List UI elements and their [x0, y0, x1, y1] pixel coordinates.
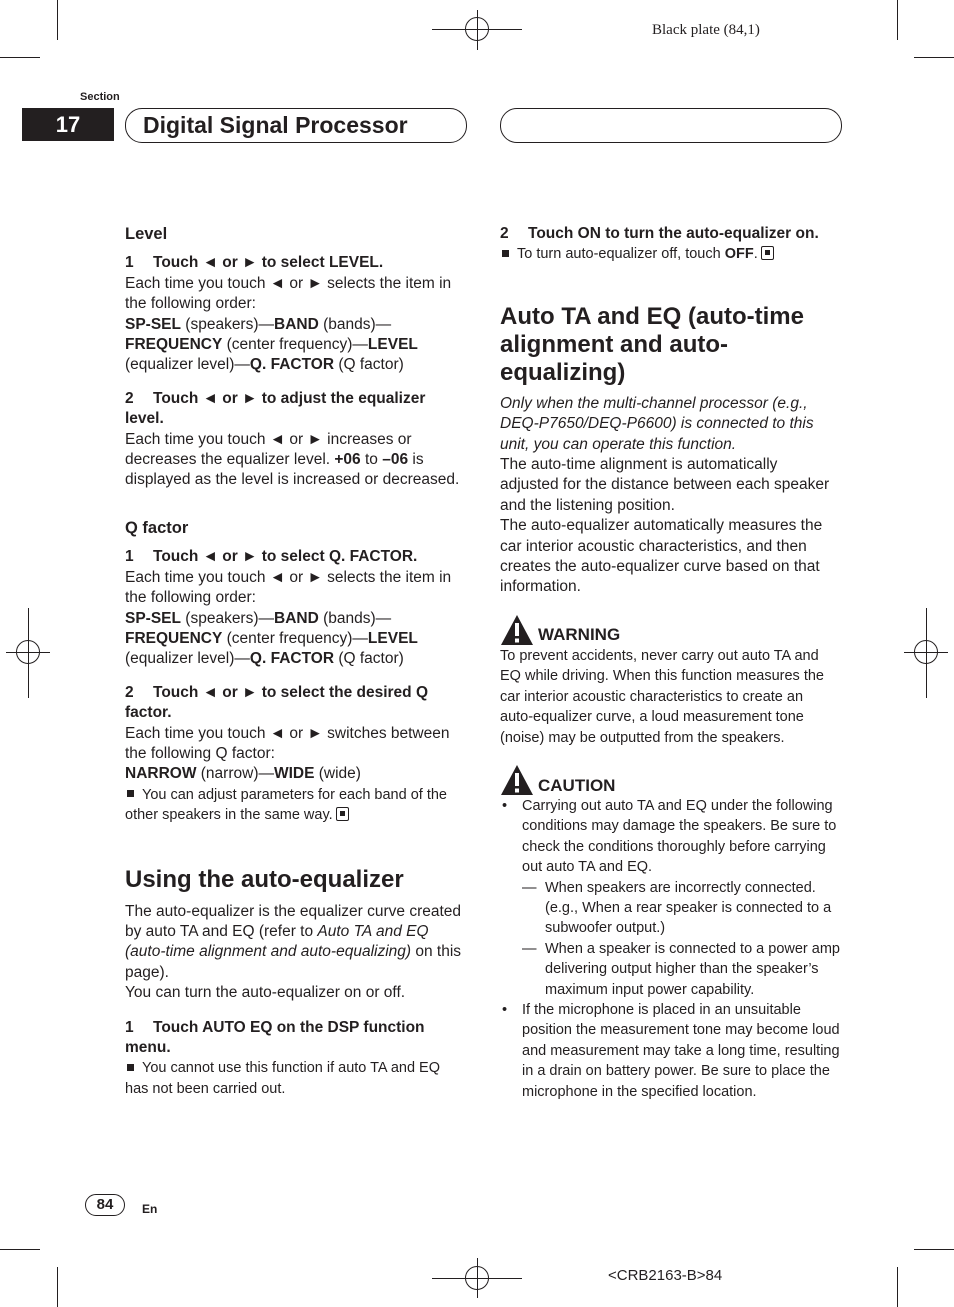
warning-triangle-icon [500, 614, 534, 646]
crop-mark [897, 0, 898, 40]
level-step-1-body: Each time you touch ◄ or ► selects the item in the following order: [125, 274, 452, 313]
qfactor-step-2-body: Each time you touch ◄ or ► switches between the following Q factor: [125, 724, 450, 762]
level-step-2-body: Each time you touch ◄ or ► increases or decreases the equalizer level. +06 to –06 is displayed as the level is increased or decreased. [125, 430, 460, 489]
autoeq-body: The auto-equalizer is the equalizer curve created by auto TA and EQ (refer to Auto TA and EQ (auto-time alignment and auto-equalizing) on this page). [125, 902, 462, 981]
crop-mark [57, 0, 58, 40]
level-step-1: 1 Touch ◄ or ► to select LEVEL. [125, 254, 384, 272]
level-heading: Level [125, 225, 168, 243]
auto-ta-eq-heading: Auto TA and EQ (auto-time alignment and auto-equalizing) [500, 302, 804, 386]
plate-label: Black plate (84,1) [652, 22, 760, 38]
qfactor-step-2: 2 Touch ◄ or ► to select the desired Q factor. [125, 683, 428, 722]
end-mark-icon [336, 807, 349, 821]
caution-bullet-1: • Carrying out auto TA and EQ under the following conditions may damage the speakers. Be sure to check the conditions thoroughly before carrying out auto TA and EQ. [502, 797, 837, 876]
bullet-square-icon [127, 1064, 134, 1071]
autoeq-heading: Using the auto-equalizer [125, 865, 404, 893]
language-label: En [142, 1202, 158, 1216]
caution-triangle-icon [500, 764, 534, 796]
caution-header: CAUTION [500, 764, 840, 796]
level-order: SP-SEL (speakers)—BAND (bands)— FREQUENCY (center frequency)—LEVEL (equalizer level)—Q. FACTOR (Q factor) [125, 315, 418, 374]
left-column [125, 224, 467, 1099]
warning-body: To prevent accidents, never carry out auto TA and EQ while driving. When this function measures the car interior acoustic characteristics to create an auto-equalizer curve, a loud measurement tone (noise) may be outputted from the speakers. [500, 647, 824, 746]
bullet-square-icon [502, 250, 509, 257]
document-code: <CRB2163-B>84 [608, 1267, 723, 1284]
warning-header: WARNING [500, 614, 840, 646]
autoeq-step-1: 1 Touch AUTO EQ on the DSP function menu. [125, 1018, 425, 1056]
section-title-box-empty [500, 108, 842, 143]
auto-ta-eq-para-2: The auto-equalizer automatically measures the car interior acoustic characteristics, and then creates the auto-equalizer curve based on that information. [500, 517, 823, 596]
crop-mark [0, 57, 40, 58]
section-label: Section [80, 91, 120, 103]
auto-ta-eq-para-1: The auto-time alignment is automatically adjusted for the distance between each speaker and the listening position. [500, 456, 830, 514]
crop-mark [914, 57, 954, 58]
caution-bullet-2: • If the microphone is placed in an unsuitable position the measurement tone may become loud and measurement may take a long time, resulting in a drain on battery power. Be sure to place the microphone in the specified location. [502, 1001, 840, 1100]
auto-ta-eq-intro: Only when the multi-channel processor (e.g., DEQ-P7650/DEQ-P6600) is connected to this unit, you can operate this function. [500, 394, 814, 453]
qfactor-order: SP-SEL (speakers)—BAND (bands)— FREQUENCY (center frequency)—LEVEL (equalizer level)—Q. FACTOR (Q factor) [125, 609, 418, 668]
autoeq-note: You cannot use this function if auto TA and EQ has not been carried out. [125, 1060, 440, 1097]
qfactor-step-1-body: Each time you touch ◄ or ► selects the item in the following order: [125, 568, 452, 607]
autoeq-body-2: You can turn the auto-equalizer on or off. [125, 984, 406, 1002]
section-number: 17 [22, 108, 114, 141]
bullet-square-icon [127, 790, 134, 797]
qfactor-heading: Q factor [125, 518, 189, 537]
crop-mark [0, 1249, 40, 1250]
end-mark-icon [761, 246, 774, 260]
crop-mark [914, 1249, 954, 1250]
caution-dash-2: — When a speaker is connected to a power amp delivering output higher than the speaker’s maximum input power capability. [522, 940, 840, 998]
crop-mark [897, 1267, 898, 1307]
page-number: 84 [85, 1194, 125, 1216]
level-step-2: 2 Touch ◄ or ► to adjust the equalizer level. [125, 389, 426, 428]
right-column [500, 224, 840, 1102]
autoeq-step-2-note: To turn auto-equalizer off, touch OFF. [500, 244, 840, 264]
qfactor-step-1: 1 Touch ◄ or ► to select Q. FACTOR. [125, 548, 418, 566]
crop-mark [57, 1267, 58, 1307]
section-title: Digital Signal Processor [143, 112, 408, 138]
caution-dash-1: — When speakers are incorrectly connected. (e.g., When a rear speaker is connected to a subwoofer output.) [522, 879, 832, 937]
qfactor-options: NARROW (narrow)—WIDE (wide) [125, 765, 361, 783]
autoeq-step-2: 2 Touch ON to turn the auto-equalizer on. [500, 225, 819, 242]
qfactor-note: You can adjust parameters for each band of the other speakers in the same way. [125, 786, 447, 824]
